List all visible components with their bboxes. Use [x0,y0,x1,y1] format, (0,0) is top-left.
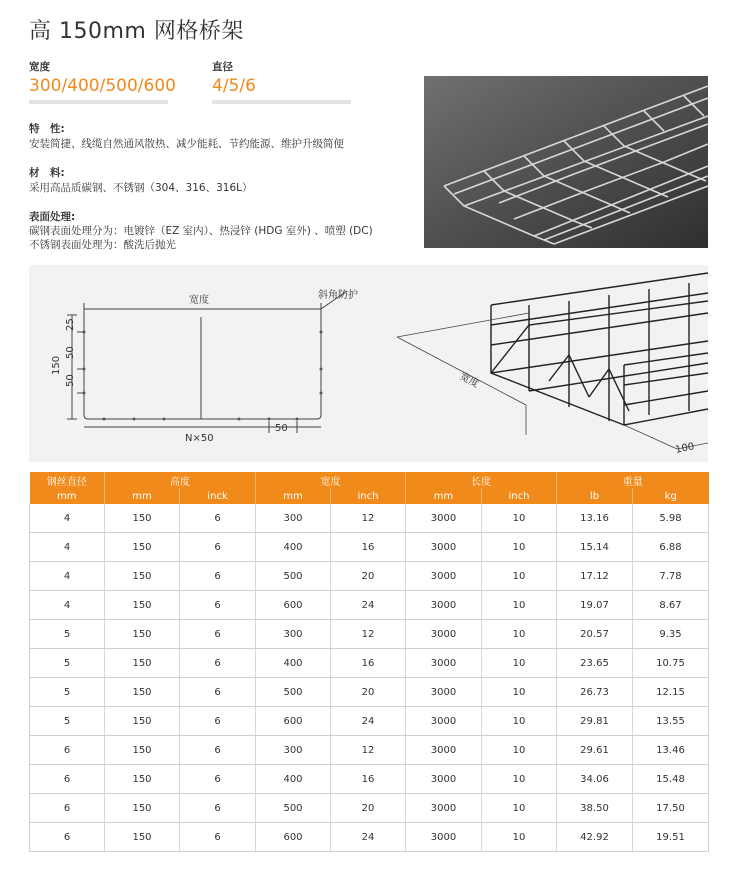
iso-100-label: 100 [674,441,696,456]
table-cell: 3000 [406,707,482,736]
features-text: 安装简捷、线缆自然通风散热、减少能耗、节约能源、维护升级简便 [29,138,344,150]
table-cell: 10 [482,620,557,649]
table-cell: 7.78 [633,562,709,591]
table-cell: 10 [482,533,557,562]
width-spec-value: 300/400/500/600 [29,76,176,96]
table-cell: 29.61 [557,736,633,765]
table-cell: 6 [180,794,256,823]
table-cell: 10.75 [633,649,709,678]
table-cell: 42.92 [557,823,633,852]
table-cell: 300 [256,504,331,533]
table-cell: 6 [180,562,256,591]
table-row [30,794,709,823]
table-cell: 20 [331,794,406,823]
table-cell: 19.51 [633,823,709,852]
table-cell: 6 [180,707,256,736]
table-row [30,591,709,620]
table-cell: 13.16 [557,504,633,533]
table-cell: 150 [105,765,180,794]
table-cell: 150 [105,562,180,591]
table-cell: 3000 [406,649,482,678]
table-cell: 5 [30,620,105,649]
table-row [30,504,709,533]
table-cell: 16 [331,533,406,562]
table-cell: 4 [30,533,105,562]
table-cell: 3000 [406,765,482,794]
section-height-label: 150 [51,355,62,375]
dimension-drawings [29,265,708,462]
table-cell: 19.07 [557,591,633,620]
table-cell: 3000 [406,504,482,533]
dim-50b-label: 50 [65,374,76,387]
table-cell: 15.14 [557,533,633,562]
width-spec-divider [29,100,168,104]
table-cell: 600 [256,823,331,852]
diameter-spec-divider [212,100,351,104]
dim-25-label: 25 [65,318,76,331]
table-cell: 10 [482,736,557,765]
unit-header: mm [256,488,331,504]
table-cell: 13.55 [633,707,709,736]
table-row [30,707,709,736]
table-cell: 24 [331,707,406,736]
unit-header: inch [482,488,557,504]
table-cell: 6 [30,736,105,765]
surface-heading: 表面处理: [29,211,76,223]
table-cell: 10 [482,504,557,533]
material-heading: 材 料: [29,167,65,179]
table-cell: 3000 [406,736,482,765]
table-cell: 150 [105,504,180,533]
table-cell: 12 [331,504,406,533]
table-cell: 10 [482,823,557,852]
table-cell: 300 [256,620,331,649]
table-cell: 3000 [406,591,482,620]
table-cell: 10 [482,591,557,620]
header-weight: 重量 [557,472,709,488]
unit-header: lb [557,488,633,504]
table-cell: 5 [30,707,105,736]
table-cell: 500 [256,794,331,823]
table-cell: 10 [482,562,557,591]
table-row [30,736,709,765]
table-row [30,823,709,852]
table-cell: 150 [105,794,180,823]
table-row [30,678,709,707]
unit-header: inch [331,488,406,504]
page-title: 高 150mm 网格桥架 [29,19,244,44]
table-cell: 20 [331,562,406,591]
table-cell: 6 [30,794,105,823]
table-cell: 3000 [406,678,482,707]
table-body [30,504,709,852]
table-cell: 29.81 [557,707,633,736]
table-row [30,765,709,794]
table-cell: 10 [482,794,557,823]
table-cell: 150 [105,707,180,736]
unit-header: inck [180,488,256,504]
table-cell: 12 [331,620,406,649]
table-cell: 6 [180,678,256,707]
table-cell: 10 [482,765,557,794]
pitch-label: N×50 [185,433,214,444]
wire-tray-photo-image [424,76,708,248]
header-height: 高度 [105,472,256,488]
table-cell: 5 [30,649,105,678]
table-cell: 8.67 [633,591,709,620]
table-cell: 20 [331,678,406,707]
table-cell: 150 [105,533,180,562]
table-cell: 400 [256,649,331,678]
table-cell: 12 [331,736,406,765]
table-cell: 16 [331,649,406,678]
table-cell: 500 [256,562,331,591]
header-length: 长度 [406,472,557,488]
table-cell: 38.50 [557,794,633,823]
table-row [30,533,709,562]
surface-line-carbon: 碳钢表面处理分为：电镀锌（EZ 室内）、热浸锌 (HDG 室外) 、喷塑 (DC) [29,225,373,237]
table-cell: 23.65 [557,649,633,678]
table-cell: 34.06 [557,765,633,794]
table-cell: 24 [331,591,406,620]
bottom-50-label: 50 [275,423,288,434]
table-cell: 600 [256,591,331,620]
table-cell: 6 [30,823,105,852]
section-width-label: 宽度 [189,295,209,306]
table-cell: 13.46 [633,736,709,765]
table-cell: 4 [30,562,105,591]
unit-header: mm [406,488,482,504]
table-cell: 400 [256,533,331,562]
header-width: 宽度 [256,472,406,488]
table-cell: 10 [482,678,557,707]
table-cell: 150 [105,620,180,649]
table-cell: 3000 [406,794,482,823]
table-cell: 3000 [406,823,482,852]
dim-50a-label: 50 [65,346,76,359]
product-photo [424,76,708,248]
table-cell: 12.15 [633,678,709,707]
header-wire-diameter: 钢丝直径 [30,472,105,488]
table-cell: 500 [256,678,331,707]
table-cell: 600 [256,707,331,736]
table-cell: 6 [180,504,256,533]
table-cell: 17.50 [633,794,709,823]
table-cell: 150 [105,736,180,765]
table-cell: 6.88 [633,533,709,562]
table-cell: 4 [30,591,105,620]
table-cell: 150 [105,591,180,620]
material-text: 采用高品质碳钢、不锈钢（304、316、316L） [29,182,253,194]
table-cell: 150 [105,678,180,707]
unit-header: mm [105,488,180,504]
dimension-diagram [29,265,708,462]
table-cell: 3000 [406,620,482,649]
table-cell: 3000 [406,562,482,591]
table-cell: 6 [180,591,256,620]
table-cell: 3000 [406,533,482,562]
table-cell: 6 [180,823,256,852]
table-unit-header-row [30,488,709,504]
table-cell: 5 [30,678,105,707]
table-cell: 10 [482,707,557,736]
unit-header: mm [30,488,105,504]
table-cell: 6 [180,765,256,794]
table-cell: 6 [180,620,256,649]
table-row [30,620,709,649]
table-cell: 150 [105,823,180,852]
width-spec-label: 宽度 [29,61,50,73]
table-cell: 6 [30,765,105,794]
table-cell: 9.35 [633,620,709,649]
unit-header: kg [633,488,709,504]
table-cell: 5.98 [633,504,709,533]
iso-width-label: 宽度 [457,371,481,391]
table-cell: 400 [256,765,331,794]
bevel-protection-label: 斜角防护 [318,290,358,301]
table-cell: 15.48 [633,765,709,794]
cross-section-drawing [67,291,347,433]
table-cell: 150 [105,649,180,678]
table-cell: 16 [331,765,406,794]
table-row [30,562,709,591]
surface-line-stainless: 不锈钢表面处理为：酸洗后抛光 [29,239,176,251]
table-cell: 10 [482,649,557,678]
table-cell: 300 [256,736,331,765]
spec-table [29,472,709,852]
table-cell: 17.12 [557,562,633,591]
diameter-spec-label: 直径 [212,61,233,73]
table-group-header-row [30,472,709,488]
table-cell: 4 [30,504,105,533]
table-cell: 26.73 [557,678,633,707]
table-cell: 24 [331,823,406,852]
isometric-tray-drawing [491,273,708,425]
table-cell: 6 [180,533,256,562]
diameter-spec-value: 4/5/6 [212,76,256,96]
table-row [30,649,709,678]
table-cell: 6 [180,736,256,765]
features-heading: 特 性: [29,123,65,135]
table-cell: 6 [180,649,256,678]
table-cell: 20.57 [557,620,633,649]
